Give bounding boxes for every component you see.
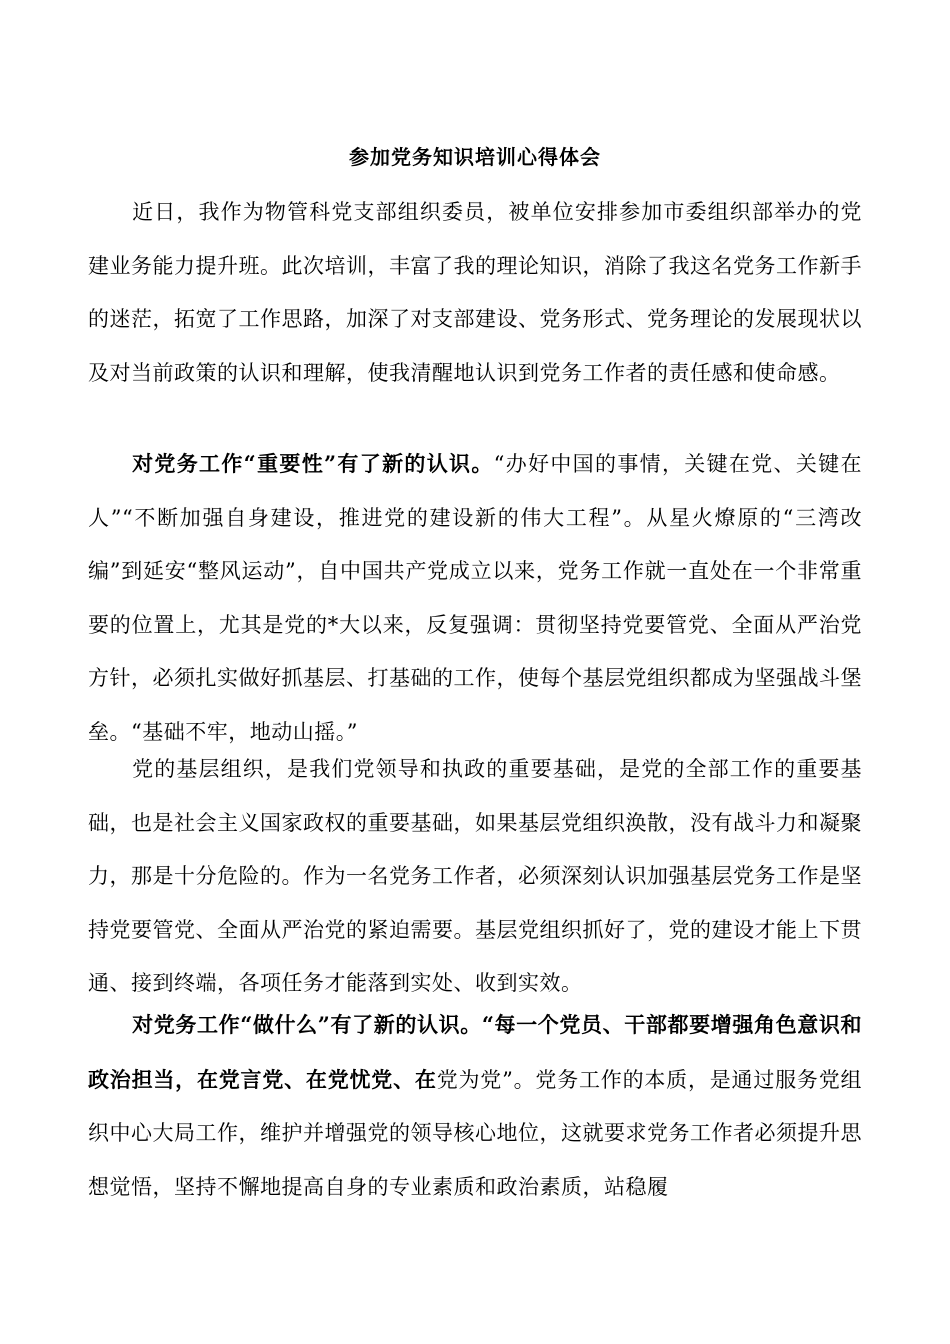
paragraph-4-text: 党为党”。党务工作的本质，是通过服务党组织中心大局工作，维护并增强党的领导核心地位，这就要求党务工作者必须提升思想觉悟，坚持不懈地提高自身的专业素质和政治素质，站稳履: [88, 1067, 863, 1199]
paragraph-4-heading: 对党务工作“做什么”有了新的认识。“每一个党员、干部都要增强角色意识和政治担当，在党言党、在党忧党、在: [88, 1012, 862, 1092]
paragraph-3: [88, 743, 862, 1011]
paragraph-2-heading: 对党务工作“重要性”有了新的认识。: [132, 451, 494, 476]
paragraph-1-text: 近日，我作为物管科党支部组织委员，被单位安排参加市委组织部举办的党建业务能力提升班。此次培训，丰富了我的理论知识，消除了我这名党务工作新手的迷茫，拓宽了工作思路，加深了对支部建设、党务形式、党务理论的发展现状以及对当前政策的认识和理解，使我清醒地认识到党务工作者的责任感和使命感。: [88, 200, 862, 385]
document-title: 参加党务知识培训心得体会: [349, 145, 601, 169]
paragraph-2: [88, 437, 862, 760]
paragraph-4: [88, 998, 862, 1214]
paragraph-1: [88, 186, 862, 400]
paragraph-3-text: 党的基层组织，是我们党领导和执政的重要基础，是党的全部工作的重要基础，也是社会主义国家政权的重要基础，如果基层党组织涣散，没有战斗力和凝聚力，那是十分危险的。作为一名党务工作者，必须深刻认识加强基层党务工作是坚持党要管党、全面从严治党的紧迫需要。基层党组织抓好了，党的建设才能上下贯通、接到终端，各项任务才能落到实处、收到实效。: [88, 757, 862, 996]
paragraph-2-text: “办好中国的事情，关键在党、关键在人”“不断加强自身建设，推进党的建设新的伟大工程”。从星火燎原的“三湾改编”到延安“整风运动”，自中国共产党成立以来，党务工作就一直处在一个非常重要的位置上，尤其是党的*大以来，反复强调：贯彻坚持党要管党、全面从严治党方针，必须扎实做好抓基层、打基础的工作，使每个基层党组织都成为坚强战斗堡垒。“基础不牢，地动山摇。”: [88, 452, 862, 744]
